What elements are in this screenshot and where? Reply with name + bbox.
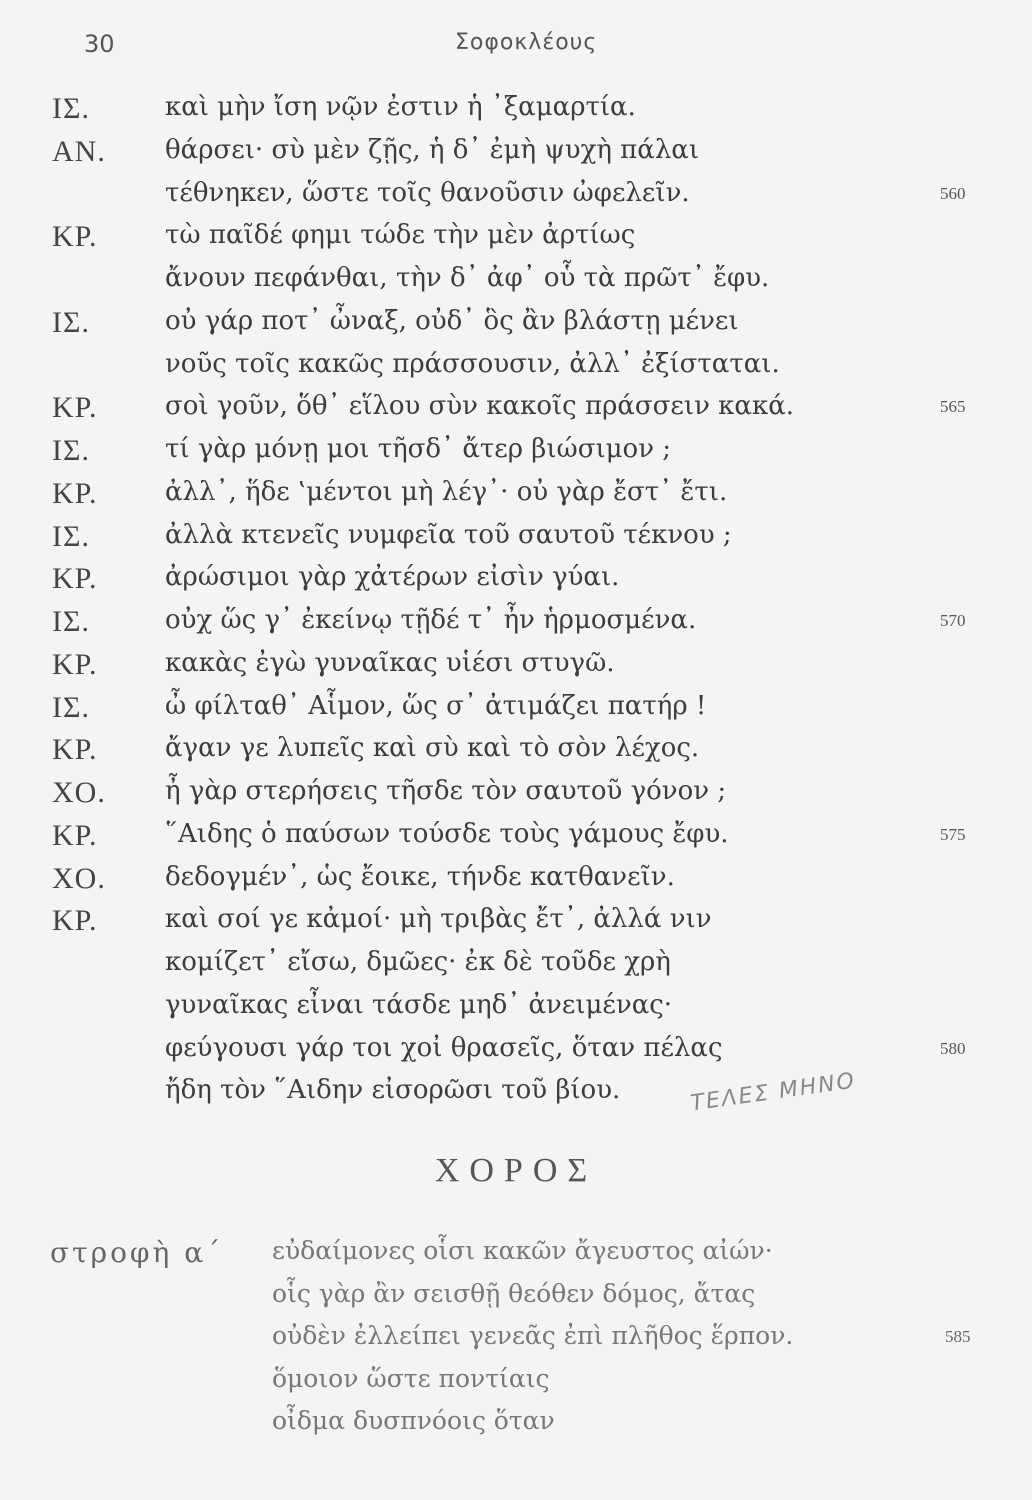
verse-text: ἀλλὰ κτενεῖς νυμφεῖα τοῦ σαυτοῦ τέκνου ; (165, 519, 732, 550)
speaker-label: ΚΡ. (52, 818, 98, 852)
verse-text: τὼ παῖδέ φημι τώδε τὴν μὲν ἀρτίως (165, 220, 636, 251)
verse-text: καὶ σοί γε κἀμοί· μὴ τριβὰς ἔτ᾽, ἀλλά νιν (165, 904, 712, 935)
verse-text: κακὰς ἐγὼ γυναῖκας υἱέσι στυγῶ. (165, 647, 615, 678)
verse-line (0, 1033, 1032, 1075)
verse-text: κομίζετ᾽ εἴσω, δμῶες· ἐκ δὲ τοῦδε χρὴ (165, 947, 671, 977)
verse-line (0, 434, 1032, 476)
chorus-verse: οὐδὲν ἐλλείπει γενεᾶς ἐπὶ πλῆθος ἕρπον. (272, 1321, 794, 1350)
verse-line (0, 733, 1032, 775)
verse-line (0, 306, 1032, 348)
chorus-verse: οἶδμα δυσπνόοις ὅταν (272, 1406, 555, 1435)
verse-text: γυναῖκας εἶναι τάσδε μηδ᾽ ἀνειμένας· (165, 989, 673, 1020)
verse-line (0, 691, 1032, 733)
verse-text: οὐ γάρ ποτ᾽ ὦναξ, οὐδ᾽ ὃς ἂν βλάστῃ μένει (165, 305, 739, 336)
verse-line (0, 220, 1032, 262)
line-number: 570 (940, 611, 966, 630)
verse-text: ἀρώσιμοι γὰρ χἀτέρων εἰσὶν γύαι. (165, 562, 620, 593)
chorus-verse: εὐδαίμονες οἷσι κακῶν ἄγευστος αἰών· (272, 1236, 773, 1265)
speaker-label: ΧΟ. (52, 861, 106, 895)
verse-text: ἤδη τὸν ῞Αιδην εἰσορῶσι τοῦ βίου. (165, 1075, 621, 1106)
verse-text: ἄνουν πεφάνθαι, τὴν δ᾽ ἀφ᾽ οὗ τὰ πρῶτ᾽ ἔφυ. (165, 263, 770, 293)
verse-line (0, 776, 1032, 818)
speaker-label: ΚΡ. (52, 562, 98, 596)
speaker-label: ΙΣ. (52, 605, 90, 638)
verse-text: σοὶ γοῦν, ὅθ᾽ εἵλου σὺν κακοῖς πράσσειν κακά. (165, 391, 795, 422)
verse-text: ἦ γὰρ στερήσεις τῆσδε τὸν σαυτοῦ γόνον ; (165, 776, 727, 806)
speaker-label: ΙΣ. (52, 434, 90, 467)
verse-line (0, 862, 1032, 904)
speaker-label: ΙΣ. (52, 92, 90, 125)
chorus-title: ΧΟΡΟΣ (434, 1152, 598, 1189)
verse-text: τί γὰρ μόνῃ μοι τῆσδ᾽ ἄτερ βιώσιμον ; (165, 434, 672, 464)
verse-line (0, 1075, 1032, 1117)
verse-line (0, 819, 1032, 861)
speaker-label: ΚΡ. (52, 647, 98, 681)
verse-text: ῞Αιδης ὁ παύσων τούσδε τοὺς γάμους ἔφυ. (165, 818, 729, 849)
verse-text: καὶ μὴν ἴση νῷν ἐστιν ἡ ᾽ξαμαρτία. (165, 92, 636, 122)
verse-line (0, 562, 1032, 604)
verse-line (0, 391, 1032, 433)
page-header (0, 22, 1032, 62)
verse-text: νοῦς τοῖς κακῶς πράσσουσιν, ἀλλ᾽ ἐξίσταται. (165, 348, 780, 379)
verse-text: θάρσει· σὺ μὲν ζῇς, ἡ δ᾽ ἐμὴ ψυχὴ πάλαι (165, 134, 700, 165)
speaker-label: ΚΡ. (52, 904, 98, 938)
verse-text: οὐχ ὥς γ᾽ ἐκείνῳ τῇδέ τ᾽ ἦν ἡρμοσμένα. (165, 605, 697, 635)
verse-text: δεδογμέν᾽, ὡς ἔοικε, τήνδε κατθανεῖν. (165, 861, 675, 892)
verse-line (0, 990, 1032, 1032)
chorus-verse: οἷς γὰρ ἂν σεισθῇ θεόθεν δόμος, ἄτας (272, 1278, 756, 1308)
page-number: 30 (84, 30, 115, 58)
speaker-label: ΚΡ. (52, 733, 98, 767)
speaker-label: ΧΟ. (52, 776, 106, 809)
speaker-label: ΚΡ. (52, 476, 98, 510)
speaker-label: ΑΝ. (52, 134, 106, 168)
verse-line (0, 605, 1032, 647)
strophe-label: στροφὴ α΄ (50, 1236, 224, 1269)
verse-line (0, 349, 1032, 391)
verse-line (0, 904, 1032, 946)
running-title: Σοφοκλέους (455, 30, 598, 55)
verse-text: ἀλλ᾽, ἥδε ‛μέντοι μὴ λέγ᾽· οὐ γὰρ ἔστ᾽ ἔτι. (165, 476, 728, 507)
speaker-label: ΚΡ. (52, 391, 98, 425)
verse-line (0, 178, 1032, 220)
verse-line (0, 135, 1032, 177)
verse-text: τέθνηκεν, ὥστε τοῖς θανοῦσιν ὠφελεῖν. (165, 177, 690, 208)
verse-text: φεύγουσι γάρ τοι χοἰ θρασεῖς, ὅταν πέλας (165, 1032, 723, 1063)
verse-text: ἄγαν γε λυπεῖς καὶ σὺ καὶ τὸ σὸν λέχος. (165, 733, 700, 764)
verse-line (0, 92, 1032, 134)
verse-text: ὦ φίλταθ᾽ Αἷμον, ὥς σ᾽ ἀτιμάζει πατήρ ! (165, 690, 707, 721)
line-number: 560 (940, 183, 966, 203)
verse-line (0, 520, 1032, 562)
verse-line (0, 648, 1032, 690)
line-number: 565 (940, 397, 966, 417)
verse-line (0, 947, 1032, 989)
chorus-verse: ὅμοιον ὥστε ποντίαις (272, 1363, 550, 1393)
line-number: 585 (945, 1327, 971, 1346)
speaker-label: ΙΣ. (52, 519, 90, 553)
line-number: 580 (940, 1038, 966, 1058)
verse-line (0, 477, 1032, 519)
verse-line (0, 263, 1032, 305)
speaker-label: ΚΡ. (52, 220, 98, 254)
handwritten-annotation: ΤΕΛΕΣ ΜΗΝΟ (689, 1068, 858, 1117)
speaker-label: ΙΣ. (52, 305, 90, 339)
speaker-label: ΙΣ. (52, 690, 90, 724)
line-number: 575 (940, 824, 966, 844)
